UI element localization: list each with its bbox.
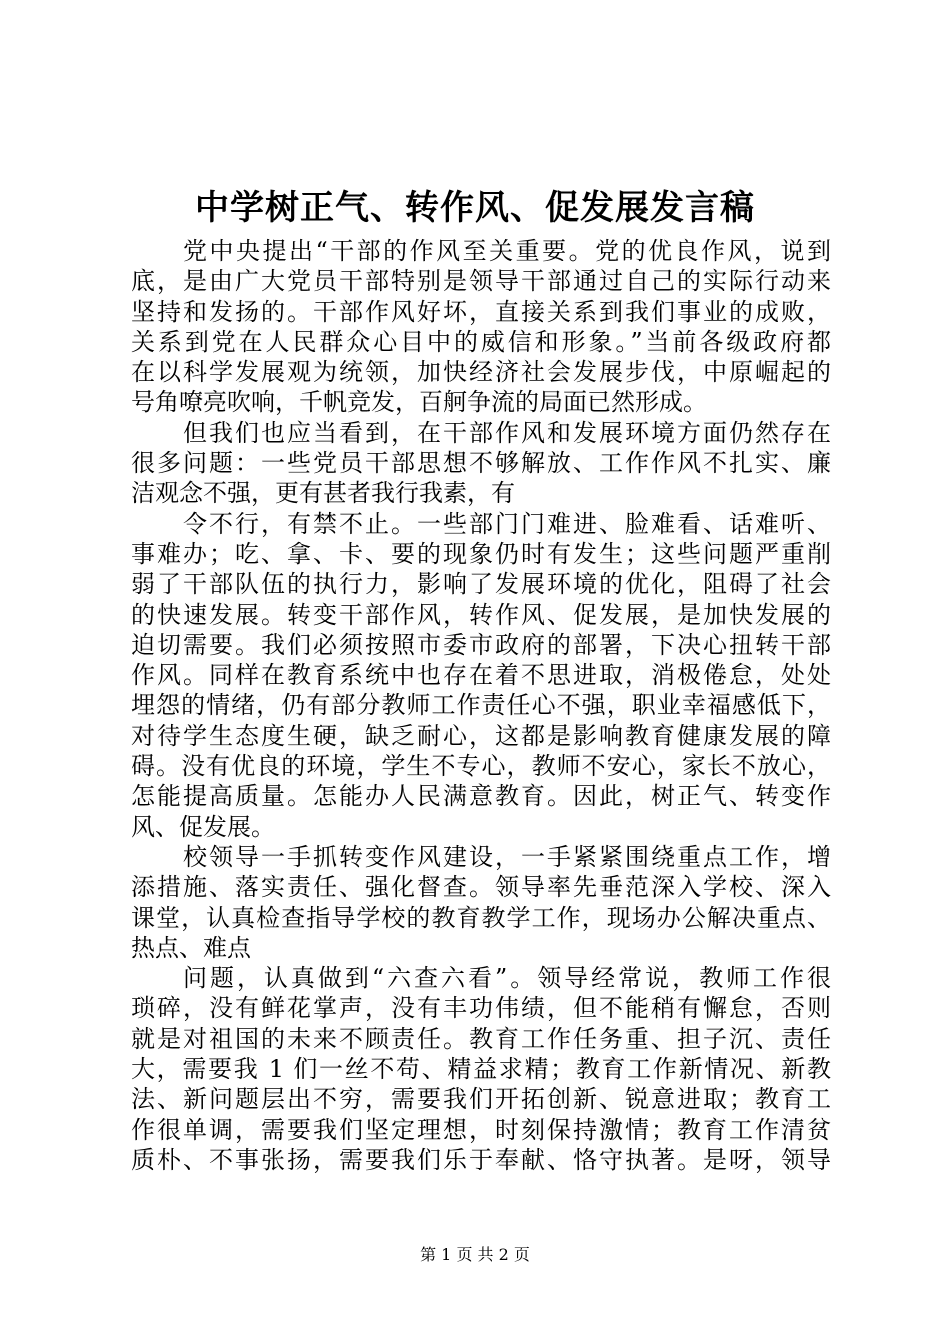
- text-line: 在以科学发展观为统领，加快经济社会发展步伐，中原崛起的: [131, 358, 831, 387]
- text-line: 迫切需要。我们必须按照市委市政府的部署，下决心扭转干部: [131, 630, 831, 659]
- text-line: 但我们也应当看到，在干部作风和发展环境方面仍然存在: [183, 418, 831, 447]
- text-line: 洁观念不强，更有甚者我行我素，有: [131, 479, 515, 508]
- text-line: 就是对祖国的未来不顾责任。教育工作任务重、担子沉、责任: [131, 1024, 831, 1053]
- text-line: 很多问题：一些党员干部思想不够解放、工作作风不扎实、廉: [131, 449, 831, 478]
- text-line: 添措施、落实责任、强化督查。领导率先垂范深入学校、深入: [131, 873, 831, 902]
- text-line: 事难办；吃、拿、卡、要的现象仍时有发生；这些问题严重削: [131, 539, 831, 568]
- text-line: 碍。没有优良的环境，学生不专心，教师不安心，家长不放心，: [131, 752, 831, 781]
- text-line: 的快速发展。转变干部作风，转作风、促发展，是加快发展的: [131, 600, 831, 629]
- text-line: 党中央提出“干部的作风至关重要。党的优良作风，说到: [183, 237, 831, 265]
- document-body: [131, 236, 831, 1175]
- text-line: 法、新问题层出不穷，需要我们开拓创新、锐意进取；教育工: [131, 1085, 831, 1114]
- document-title: 中学树正气、转作风、促发展发言稿: [195, 188, 755, 228]
- text-line: 坚持和发扬的。干部作风好坏，直接关系到我们事业的成败，: [131, 297, 831, 326]
- text-line: 作风。同样在教育系统中也存在着不思进取，消极倦怠，处处: [131, 661, 831, 690]
- text-line: 校领导一手抓转变作风建设，一手紧紧围绕重点工作，增: [183, 842, 831, 871]
- text-line: 令不行，有禁不止。一些部门门难进、脸难看、话难听、: [183, 509, 831, 538]
- text-line: 作很单调，需要我们坚定理想，时刻保持激情；教育工作清贫: [131, 1115, 831, 1144]
- text-line: 对待学生态度生硬，缺乏耐心，这都是影响教育健康发展的障: [131, 721, 831, 750]
- text-line: 怎能提高质量。怎能办人民满意教育。因此，树正气、转变作: [131, 782, 831, 811]
- text-line: 弱了干部队伍的执行力，影响了发展环境的优化，阻碍了社会: [131, 570, 831, 599]
- text-line: 关系到党在人民群众心目中的威信和形象。”当前各级政府都: [131, 327, 831, 356]
- page-footer: 第 1 页 共 2 页: [420, 1245, 530, 1264]
- text-line: 底，是由广大党员干部特别是领导干部通过自己的实际行动来: [131, 267, 831, 296]
- text-line: 问题，认真做到“六查六看”。领导经常说，教师工作很: [183, 964, 831, 993]
- text-line: 琐碎，没有鲜花掌声，没有丰功伟绩，但不能稍有懈怠，否则: [131, 994, 831, 1023]
- text-line: 埋怨的情绪，仍有部分教师工作责任心不强，职业幸福感低下，: [131, 691, 831, 720]
- text-line: 号角嘹亮吹响，千帆竞发，百舸争流的局面已然形成。: [131, 388, 707, 417]
- text-line: 课堂，认真检查指导学校的教育教学工作，现场办公解决重点、: [131, 903, 831, 932]
- text-line: 大，需要我 1 们一丝不苟、精益求精；教育工作新情况、新教: [131, 1055, 831, 1084]
- text-line: 热点、难点: [131, 933, 251, 962]
- text-line: 风、促发展。: [131, 812, 275, 841]
- text-line: 质朴、不事张扬，需要我们乐于奉献、恪守执著。是呀，领导: [131, 1145, 831, 1174]
